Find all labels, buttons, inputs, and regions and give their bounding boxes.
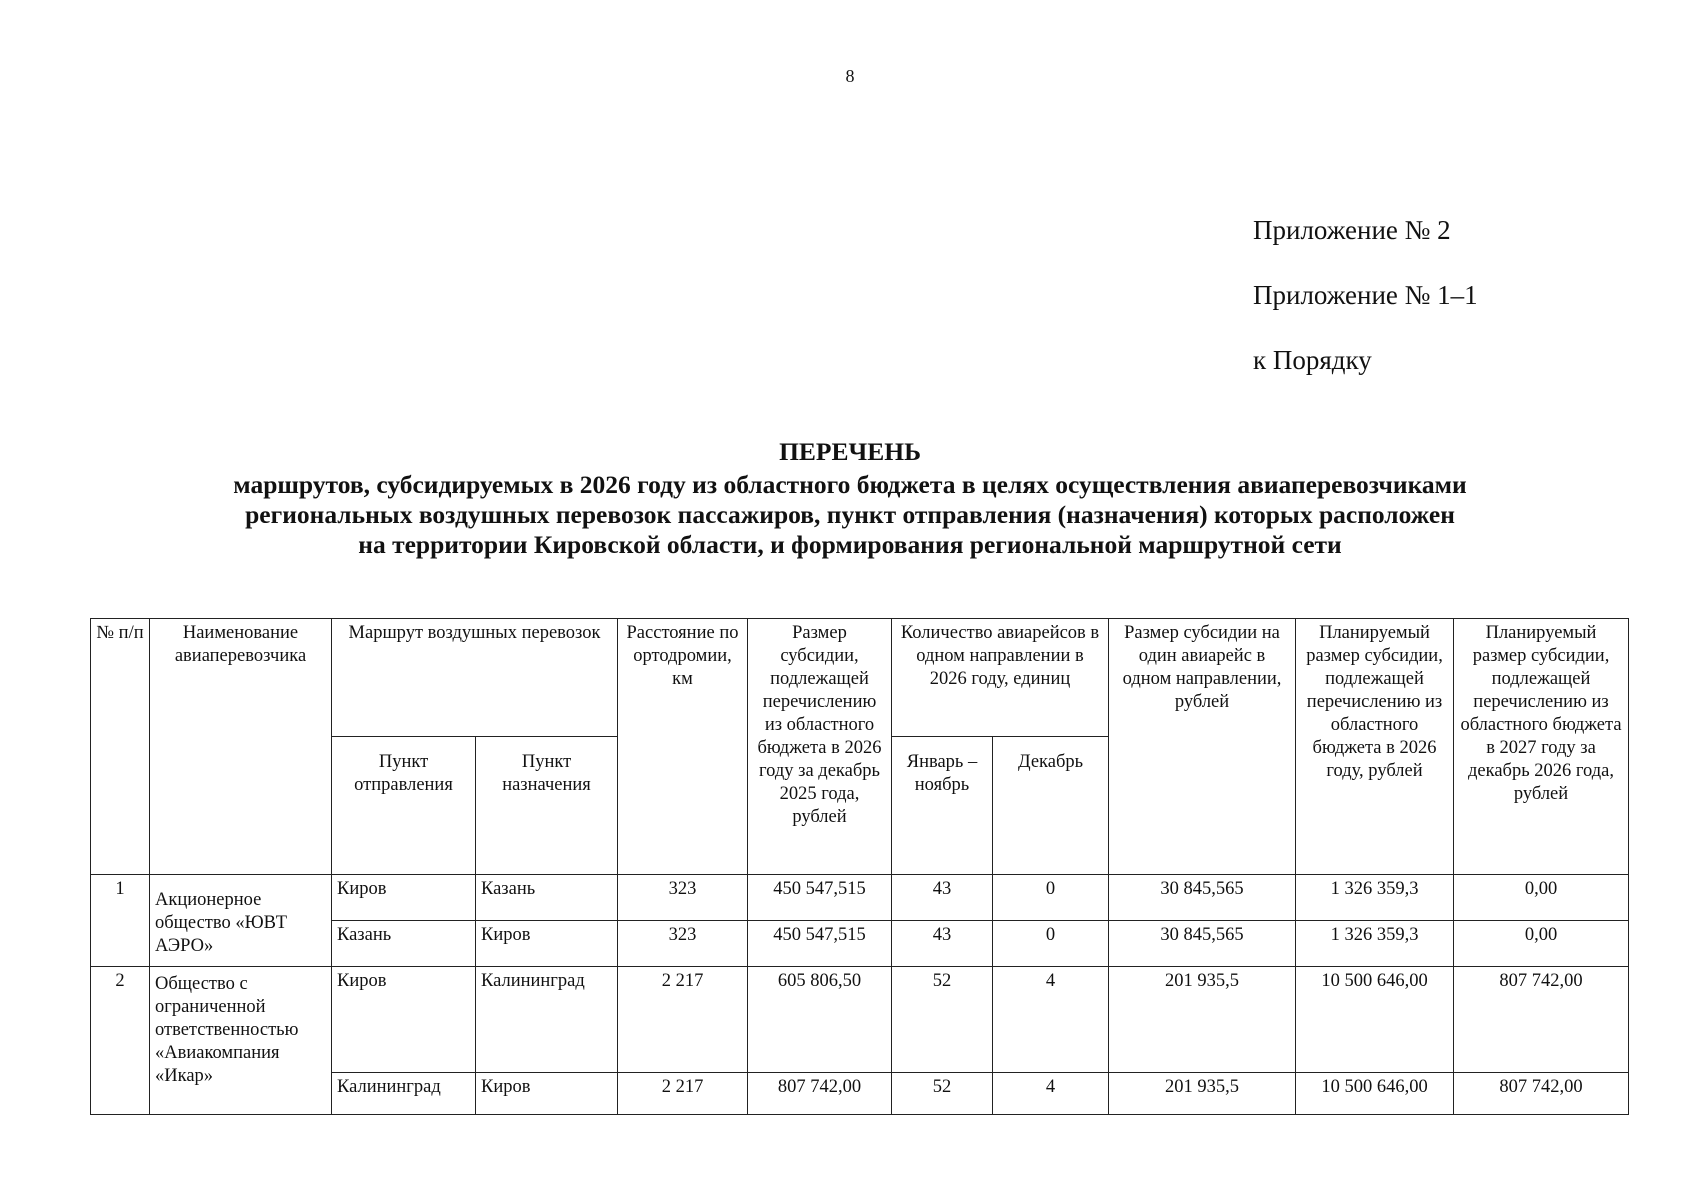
header-num: № п/п: [91, 619, 150, 875]
title-heading: ПЕРЕЧЕНЬ: [779, 437, 921, 466]
subsidy-dec2025-cell: 450 547,515: [748, 921, 892, 967]
title-line-2: региональных воздушных перевозок пассажиров, пункт отправления (назначения) которых расположен: [245, 500, 1455, 529]
departure-cell: Киров: [332, 875, 476, 921]
header-planned-2026: Планируемый размер субсидии, подлежащей перечислению из областного бюджета в 2026 году, рублей: [1296, 619, 1454, 875]
jan-nov-cell: 43: [892, 875, 993, 921]
table-row: [91, 967, 1629, 1073]
planned-2027-cell: 0,00: [1454, 875, 1629, 921]
appendix-line-1: Приложение № 2: [1253, 215, 1451, 245]
distance-cell: 323: [618, 875, 748, 921]
document-title: [90, 437, 1610, 560]
per-flight-cell: 30 845,565: [1109, 875, 1296, 921]
dec-cell: 4: [993, 967, 1109, 1073]
departure-cell: Киров: [332, 967, 476, 1073]
appendix-line-3: к Порядку: [1253, 345, 1372, 375]
table-row: [91, 875, 1629, 921]
dec-cell: 4: [993, 1073, 1109, 1115]
planned-2027-cell: 807 742,00: [1454, 1073, 1629, 1115]
header-distance: Расстояние по ортодромии, км: [618, 619, 748, 875]
arrival-cell: Калининград: [476, 967, 618, 1073]
planned-2026-cell: 10 500 646,00: [1296, 967, 1454, 1073]
departure-cell: Казань: [332, 921, 476, 967]
jan-nov-cell: 52: [892, 967, 993, 1073]
header-subsidy-dec2025: Размер субсидии, подлежащей перечислению из областного бюджета в 2026 году за декабрь 2025 года, рублей: [748, 619, 892, 875]
header-planned-2027: Планируемый размер субсидии, подлежащей перечислению из областного бюджета в 2027 году за декабрь 2026 года, рублей: [1454, 619, 1629, 875]
planned-2026-cell: 10 500 646,00: [1296, 1073, 1454, 1115]
arrival-cell: Киров: [476, 921, 618, 967]
departure-cell: Калининград: [332, 1073, 476, 1115]
page-number: 8: [845, 66, 855, 86]
subsidy-dec2025-cell: 807 742,00: [748, 1073, 892, 1115]
distance-cell: 323: [618, 921, 748, 967]
planned-2027-cell: 807 742,00: [1454, 967, 1629, 1073]
dec-cell: 0: [993, 875, 1109, 921]
subsidy-dec2025-cell: 605 806,50: [748, 967, 892, 1073]
header-arrival: Пункт назначения: [476, 737, 618, 875]
dec-cell: 0: [993, 921, 1109, 967]
subsidy-dec2025-cell: 450 547,515: [748, 875, 892, 921]
distance-cell: 2 217: [618, 967, 748, 1073]
arrival-cell: Киров: [476, 1073, 618, 1115]
header-row-1: [91, 619, 1629, 737]
row-number: 1: [91, 875, 150, 967]
carrier-name: Общество с ограниченной ответственностью «Авиакомпания «Икар»: [150, 967, 332, 1115]
per-flight-cell: 201 935,5: [1109, 1073, 1296, 1115]
row-number: 2: [91, 967, 150, 1115]
jan-nov-cell: 43: [892, 921, 993, 967]
header-flights: Количество авиарейсов в одном направлении в 2026 году, единиц: [892, 619, 1109, 737]
arrival-cell: Казань: [476, 875, 618, 921]
per-flight-cell: 201 935,5: [1109, 967, 1296, 1073]
planned-2026-cell: 1 326 359,3: [1296, 921, 1454, 967]
planned-2027-cell: 0,00: [1454, 921, 1629, 967]
per-flight-cell: 30 845,565: [1109, 921, 1296, 967]
title-line-1: маршрутов, субсидируемых в 2026 году из областного бюджета в целях осуществления авиаперевозчиками: [233, 470, 1467, 499]
title-line-3: на территории Кировской области, и формирования региональной маршрутной сети: [358, 530, 1342, 559]
header-route: Маршрут воздушных перевозок: [332, 619, 618, 737]
jan-nov-cell: 52: [892, 1073, 993, 1115]
carrier-name: Акционерное общество «ЮВТ АЭРО»: [150, 875, 332, 967]
planned-2026-cell: 1 326 359,3: [1296, 875, 1454, 921]
header-departure: Пункт отправления: [332, 737, 476, 875]
header-carrier: Наименование авиаперевозчика: [150, 619, 332, 875]
routes-table: [90, 618, 1629, 1115]
distance-cell: 2 217: [618, 1073, 748, 1115]
header-jan-nov: Январь – ноябрь: [892, 737, 993, 875]
appendix-line-2: Приложение № 1–1: [1253, 280, 1478, 310]
header-per-flight: Размер субсидии на один авиарейс в одном направлении, рублей: [1109, 619, 1296, 875]
header-dec: Декабрь: [993, 737, 1109, 875]
